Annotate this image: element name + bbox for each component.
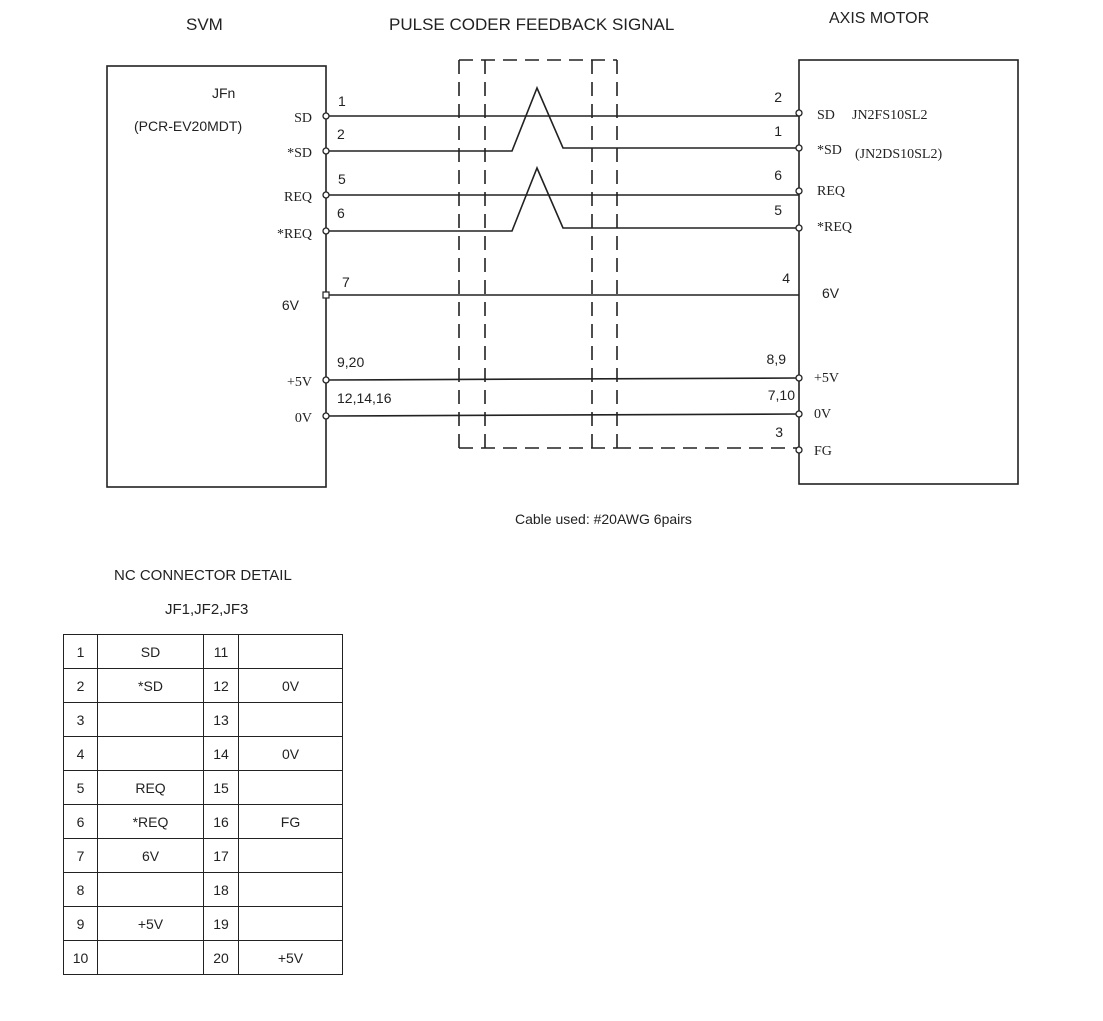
detail-title: NC CONNECTOR DETAIL [114, 567, 292, 584]
pin-signal [98, 873, 204, 907]
table-row [64, 669, 343, 703]
motor-pin-number: 7,10 [767, 387, 795, 403]
twist-sd [326, 88, 799, 151]
pin-signal [239, 635, 343, 669]
cable-note: Cable used: #20AWG 6pairs [515, 511, 692, 527]
wire-req [284, 167, 845, 205]
table-row [64, 941, 343, 975]
table-row [64, 737, 343, 771]
svm-pin-label: *REQ [277, 227, 312, 242]
pin-number: 12 [204, 669, 239, 703]
motor-pin-label: 0V [814, 407, 832, 422]
axis-motor-title: AXIS MOTOR [829, 10, 930, 27]
motor-pin-number: 8,9 [766, 351, 786, 367]
motor-connector-part-2: (JN2DS10SL2) [855, 147, 943, 162]
pin-number: 7 [64, 839, 98, 873]
motor-pin-number: 3 [775, 424, 783, 440]
table-row [64, 839, 343, 873]
detail-subtitle: JF1,JF2,JF3 [165, 601, 249, 618]
svm-pin-number: 5 [338, 171, 346, 187]
pin-signal: +5V [239, 941, 343, 975]
pin-number: 9 [64, 907, 98, 941]
motor-connector-part-1: JN2FS10SL2 [852, 108, 928, 123]
pin-signal: REQ [98, 771, 204, 805]
wire-star-req [277, 202, 852, 242]
wire-star-sd [287, 123, 842, 161]
motor-pin-label: *SD [817, 143, 842, 158]
svm-pin-label: 0V [294, 411, 312, 426]
svm-connector-part: (PCR-EV20MDT) [134, 118, 243, 134]
pin-number: 15 [204, 771, 239, 805]
pin-signal [98, 703, 204, 737]
motor-pin-number: 2 [774, 89, 782, 105]
motor-pin-number: 5 [774, 202, 782, 218]
pin-signal [239, 839, 343, 873]
pin-signal: *REQ [98, 805, 204, 839]
svm-pin-number: 2 [337, 126, 345, 142]
pin-signal [239, 873, 343, 907]
pin-signal [98, 737, 204, 771]
pin-signal [239, 771, 343, 805]
motor-pin-number: 1 [774, 123, 782, 139]
pin-number: 13 [204, 703, 239, 737]
wire-5v [287, 351, 839, 390]
axis-motor-box [799, 60, 1018, 484]
pin-signal [98, 941, 204, 975]
pin-signal: SD [98, 635, 204, 669]
connector-pin-table [63, 634, 343, 975]
pin-signal [239, 907, 343, 941]
motor-pin-label: 6V [822, 285, 840, 301]
table-row [64, 805, 343, 839]
pin-signal: 6V [98, 839, 204, 873]
motor-pin-label: *REQ [817, 220, 852, 235]
pin-number: 17 [204, 839, 239, 873]
pin-signal: 0V [239, 737, 343, 771]
pin-signal: +5V [98, 907, 204, 941]
svm-pin-number: 7 [342, 274, 350, 290]
pin-number: 18 [204, 873, 239, 907]
pin-signal: 0V [239, 669, 343, 703]
svm-pin-label: *SD [287, 146, 312, 161]
table-row [64, 635, 343, 669]
wire-fg [775, 424, 832, 459]
pin-signal: *SD [98, 669, 204, 703]
pin-number: 1 [64, 635, 98, 669]
pin-number: 20 [204, 941, 239, 975]
twist-req [326, 168, 799, 231]
wire-0v [295, 387, 831, 426]
svm-pin-number: 12,14,16 [337, 390, 392, 406]
table-row [64, 771, 343, 805]
motor-pin-label: REQ [817, 184, 845, 199]
diagram-title: PULSE CODER FEEDBACK SIGNAL [389, 15, 675, 34]
svm-connector-name: JFn [212, 85, 236, 101]
svm-title: SVM [186, 15, 223, 34]
wire-sd [294, 89, 835, 126]
svm-pin-label: +5V [286, 375, 312, 390]
svm-pin-label: SD [294, 111, 312, 126]
pin-signal: FG [239, 805, 343, 839]
pin-number: 4 [64, 737, 98, 771]
svm-pin-number: 1 [338, 93, 346, 109]
svm-pin-label: REQ [284, 190, 312, 205]
svm-pin-label: 6V [281, 297, 299, 313]
pin-signal [239, 703, 343, 737]
table-row [64, 703, 343, 737]
motor-pin-label: FG [814, 444, 832, 459]
table-row [64, 873, 343, 907]
pin-number: 11 [204, 635, 239, 669]
pin-number: 14 [204, 737, 239, 771]
table-row [64, 907, 343, 941]
svm-pin-number: 9,20 [337, 354, 365, 370]
pin-number: 6 [64, 805, 98, 839]
pin-number: 8 [64, 873, 98, 907]
motor-pin-number: 4 [782, 270, 790, 286]
wire-6v [282, 270, 840, 313]
motor-pin-label: +5V [814, 371, 840, 386]
pin-number: 5 [64, 771, 98, 805]
pin-number: 3 [64, 703, 98, 737]
pin-number: 10 [64, 941, 98, 975]
motor-pin-label: SD [817, 108, 835, 123]
motor-pin-number: 6 [774, 167, 782, 183]
pin-number: 19 [204, 907, 239, 941]
pin-number: 2 [64, 669, 98, 703]
pin-number: 16 [204, 805, 239, 839]
cable-shield [459, 60, 799, 448]
svm-pin-number: 6 [337, 205, 345, 221]
